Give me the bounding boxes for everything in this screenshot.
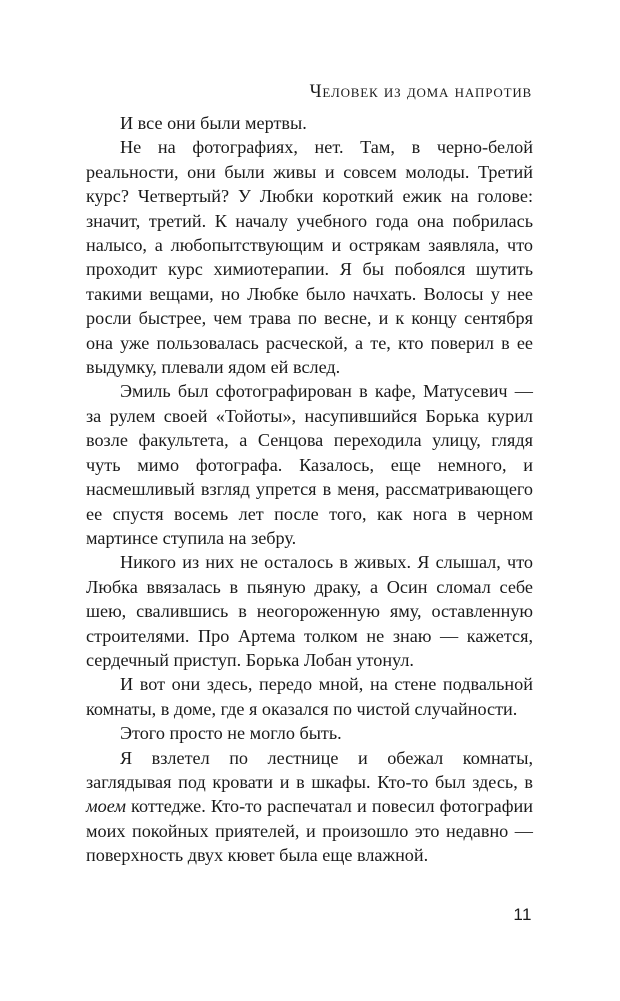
paragraph: Не на фотографиях, нет. Там, в черно-белой реальности, они были живы и совсем молоды. Третий курс? Четвертый? У Любки короткий ежик на голове: значит, третий. К началу учебного года она побрилась налысо, а любопытствующим и острякам заявляла, что проходит курс химиотерапии. Я бы побоялся шутить такими вещами, но Любке было начхать. Волосы у нее росли быстрее, чем трава по весне, и к концу сентября она уже пользовалась расческой, а те, кто поверил в ее выдумку, плевали ядом ей вслед. (86, 137, 533, 378)
paragraph: Этого просто не могло быть. (120, 723, 342, 744)
paragraph: Эмиль был сфотографирован в кафе, Матусевич — за рулем своей «Тойоты», насупившийся Борька курил возле факультета, а Сенцова переходила улицу, глядя чуть мимо фотографа. Казалось, еще немного, и насмешливый взгляд упрется в меня, рассматривающего ее спустя восемь лет после того, как нога в черном мартинсе ступила на зебру. (86, 381, 533, 548)
page-body (86, 111, 533, 868)
running-head: Человек из дома напротив (309, 82, 532, 102)
paragraph-last (86, 746, 533, 868)
paragraph: И все они были мертвы. (120, 113, 307, 133)
paragraph: И вот они здесь, передо мной, на стене подвальной комнаты, в доме, где я оказался по чистой случайности. (86, 674, 533, 719)
page-number: 11 (513, 905, 532, 924)
paragraph-text-before: Я взлетел по лестнице и обежал комнаты, заглядывая под кровати и в шкафы. Кто-то был здесь, в (86, 747, 533, 792)
paragraph-text-after: коттедже. Кто-то распечатал и повесил фотографии моих покойных приятелей, и произошло это недавно — поверхность двух кювет была еще влажной. (86, 796, 533, 866)
paragraph: Никого из них не осталось в живых. Я слышал, что Любка ввязалась в пьяную драку, а Осин сломал себе шею, свалившись в неогороженную яму, оставленную строителями. Про Артема толком не знаю — кажется, сердечный приступ. Борька Лобан утонул. (86, 552, 533, 670)
emphasized-word: моем (86, 796, 126, 817)
